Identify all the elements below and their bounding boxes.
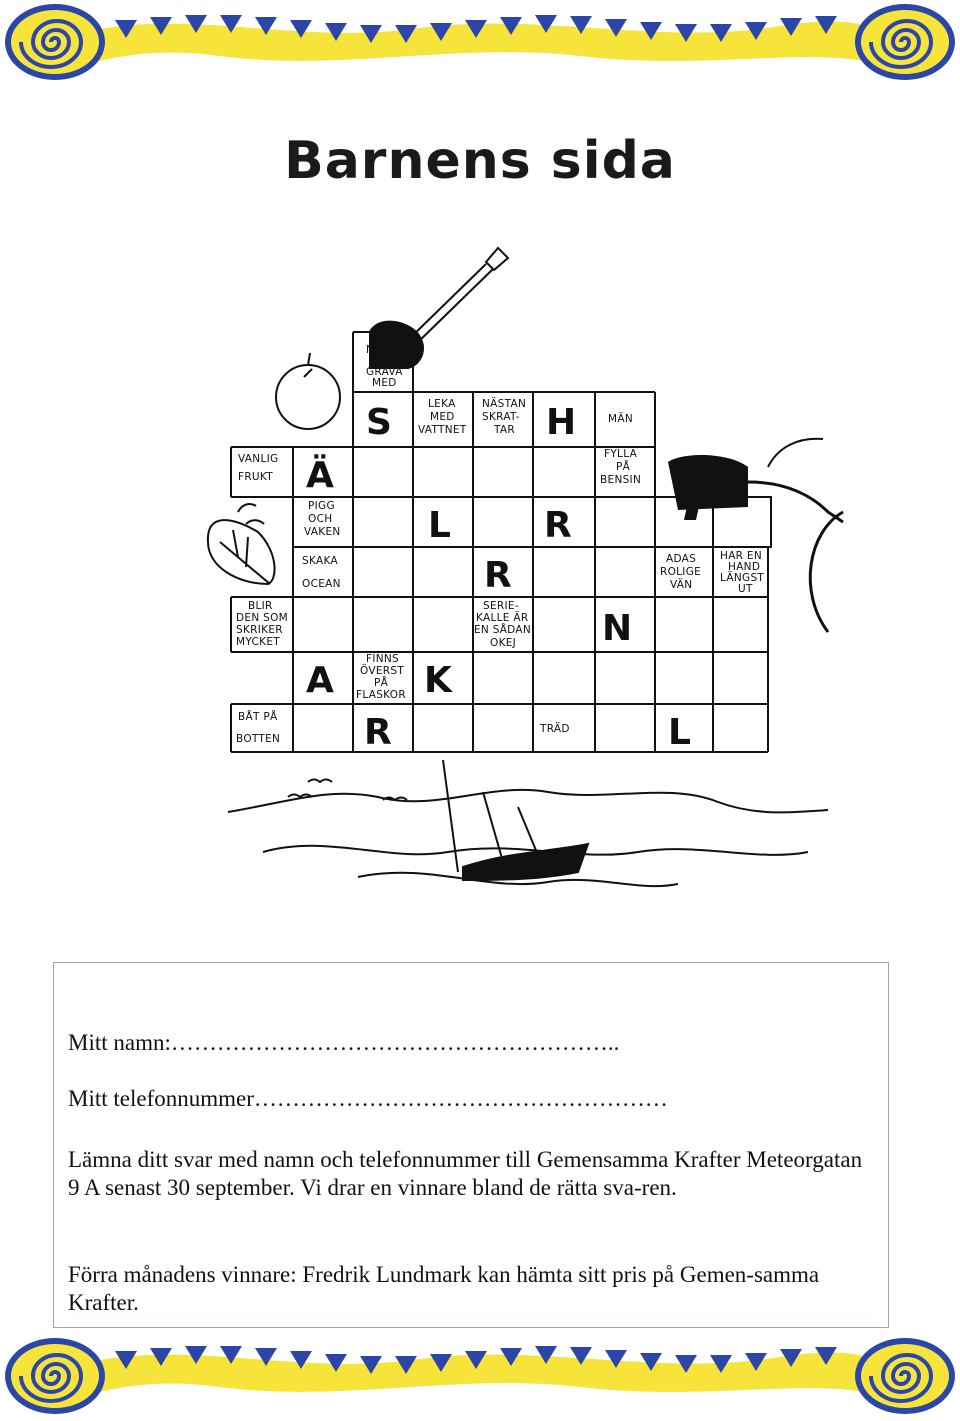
border-bottom-svg — [0, 1331, 960, 1421]
letter-k: K — [424, 660, 452, 701]
clue-har-en-hand-4: UT — [738, 583, 753, 595]
clue-trad: TRÄD — [540, 723, 570, 735]
clue-fylla-pa-bensin-1: FYLLA — [604, 448, 638, 460]
answer-form — [53, 962, 889, 1328]
letter-a-row6: A — [306, 660, 334, 701]
clue-man: MÄN — [608, 413, 633, 425]
clue-seriekalle-1: SERIE- — [483, 600, 519, 612]
letter-l-row7: L — [668, 712, 691, 753]
clue-leka-med-vattnet-1: LEKA — [428, 398, 456, 410]
page-title: Barnens sida — [284, 130, 676, 191]
clue-nagot-att-grava-med-2: ATT — [374, 355, 394, 367]
sunken-ship-icon — [228, 760, 828, 886]
leaf-icon — [208, 504, 275, 584]
clue-blir-den-som-2: DEN SOM — [236, 612, 289, 624]
clue-har-en-hand-2: HAND — [728, 561, 761, 573]
clue-bat-pa-botten-1: BÅT PÅ — [238, 711, 278, 723]
clue-skaka: SKAKA — [302, 555, 338, 567]
clue-finns-overst-4: FLASKOR — [356, 689, 406, 701]
clue-bat-pa-botten-2: BOTTEN — [236, 733, 281, 745]
clue-pigg-och-vaken-2: OCH — [308, 513, 333, 525]
clue-ocean: OCEAN — [302, 578, 341, 590]
clue-nagot-att-grava-med-4: MED — [372, 377, 397, 389]
letter-a-vanlig-frukt: Ä — [306, 455, 334, 496]
spiral-icon-bottom-left — [5, 1338, 105, 1414]
phone-field-line: Mitt telefonnummer……………………………………………… — [68, 1086, 668, 1111]
clue-blir-den-som-3: SKRIKER — [236, 624, 283, 636]
clue-har-en-hand-3: LÄNGST — [720, 572, 765, 584]
previous-winner: Förra månadens vinnare: Fredrik Lundmark kan hämta sitt pris på Gemen-samma Krafter. — [68, 1262, 820, 1315]
letter-r-row7: R — [364, 712, 392, 753]
clue-finns-overst-2: ÖVERST — [360, 665, 405, 677]
clue-har-en-hand-1: HAR EN — [720, 550, 763, 562]
clue-vanlig-frukt-1: VANLIG — [238, 453, 279, 465]
name-field-line: Mitt namn:………………………………………………….. — [68, 1030, 620, 1055]
clue-nastan-skrattar-2: SKRAT- — [482, 411, 520, 423]
border-top-svg — [0, 0, 960, 90]
crossword-svg — [108, 212, 853, 912]
letter-s: S — [366, 402, 392, 443]
decorative-border-bottom — [0, 1331, 960, 1421]
clue-pigg-och-vaken-1: PIGG — [308, 500, 335, 512]
clue-adas-rolige-van-3: VÄN — [670, 579, 693, 591]
clue-seriekalle-3: EN SÅDAN — [474, 624, 532, 636]
fuel-nozzle-icon — [668, 439, 843, 632]
clue-finns-overst-1: FINNS — [366, 653, 400, 665]
clue-adas-rolige-van-2: ROLIGE — [660, 566, 702, 578]
letter-l: L — [428, 505, 451, 546]
apple-icon — [276, 353, 340, 429]
clue-adas-rolige-van-1: ADAS — [666, 553, 697, 565]
clue-fylla-pa-bensin-3: BENSIN — [600, 474, 642, 486]
submission-instructions: Lämna ditt svar med namn och telefonnummer till Gemensamma Krafter Meteorgatan 9 A senast 30 september. Vi drar en vinnare bland de rätta sva-ren. — [68, 1147, 863, 1200]
clue-nastan-skrattar-1: NÄSTAN — [482, 398, 527, 410]
clue-seriekalle-4: OKEJ — [490, 637, 517, 649]
clue-finns-overst-3: PÅ — [374, 677, 389, 689]
decorative-border-top — [0, 0, 960, 90]
clue-nagot-att-grava-med-1: NÅGOT — [366, 344, 406, 356]
clue-seriekalle-2: KALLE ÄR — [476, 612, 529, 624]
clue-fylla-pa-bensin-2: PÅ — [616, 461, 631, 473]
clue-vanlig-frukt-2: FRUKT — [238, 471, 274, 483]
clue-nastan-skrattar-3: TAR — [494, 424, 515, 436]
letter-r-row4: R — [484, 555, 512, 596]
clue-pigg-och-vaken-3: VAKEN — [304, 526, 341, 538]
clue-leka-med-vattnet-2: MED — [430, 411, 455, 423]
crossword-puzzle — [108, 212, 853, 912]
clue-leka-med-vattnet-3: VATTNET — [418, 424, 467, 436]
letter-h: H — [546, 402, 577, 443]
spiral-icon-bottom-right — [855, 1338, 955, 1414]
clue-nagot-att-grava-med-3: GRÄVA — [366, 366, 403, 378]
spiral-icon-top-right — [855, 4, 955, 80]
clue-blir-den-som-4: MYCKET — [236, 636, 280, 648]
letter-n: N — [602, 608, 633, 649]
clue-blir-den-som-1: BLIR — [248, 600, 273, 612]
spiral-icon-top-left — [5, 4, 105, 80]
letter-r-row3: R — [544, 505, 572, 546]
